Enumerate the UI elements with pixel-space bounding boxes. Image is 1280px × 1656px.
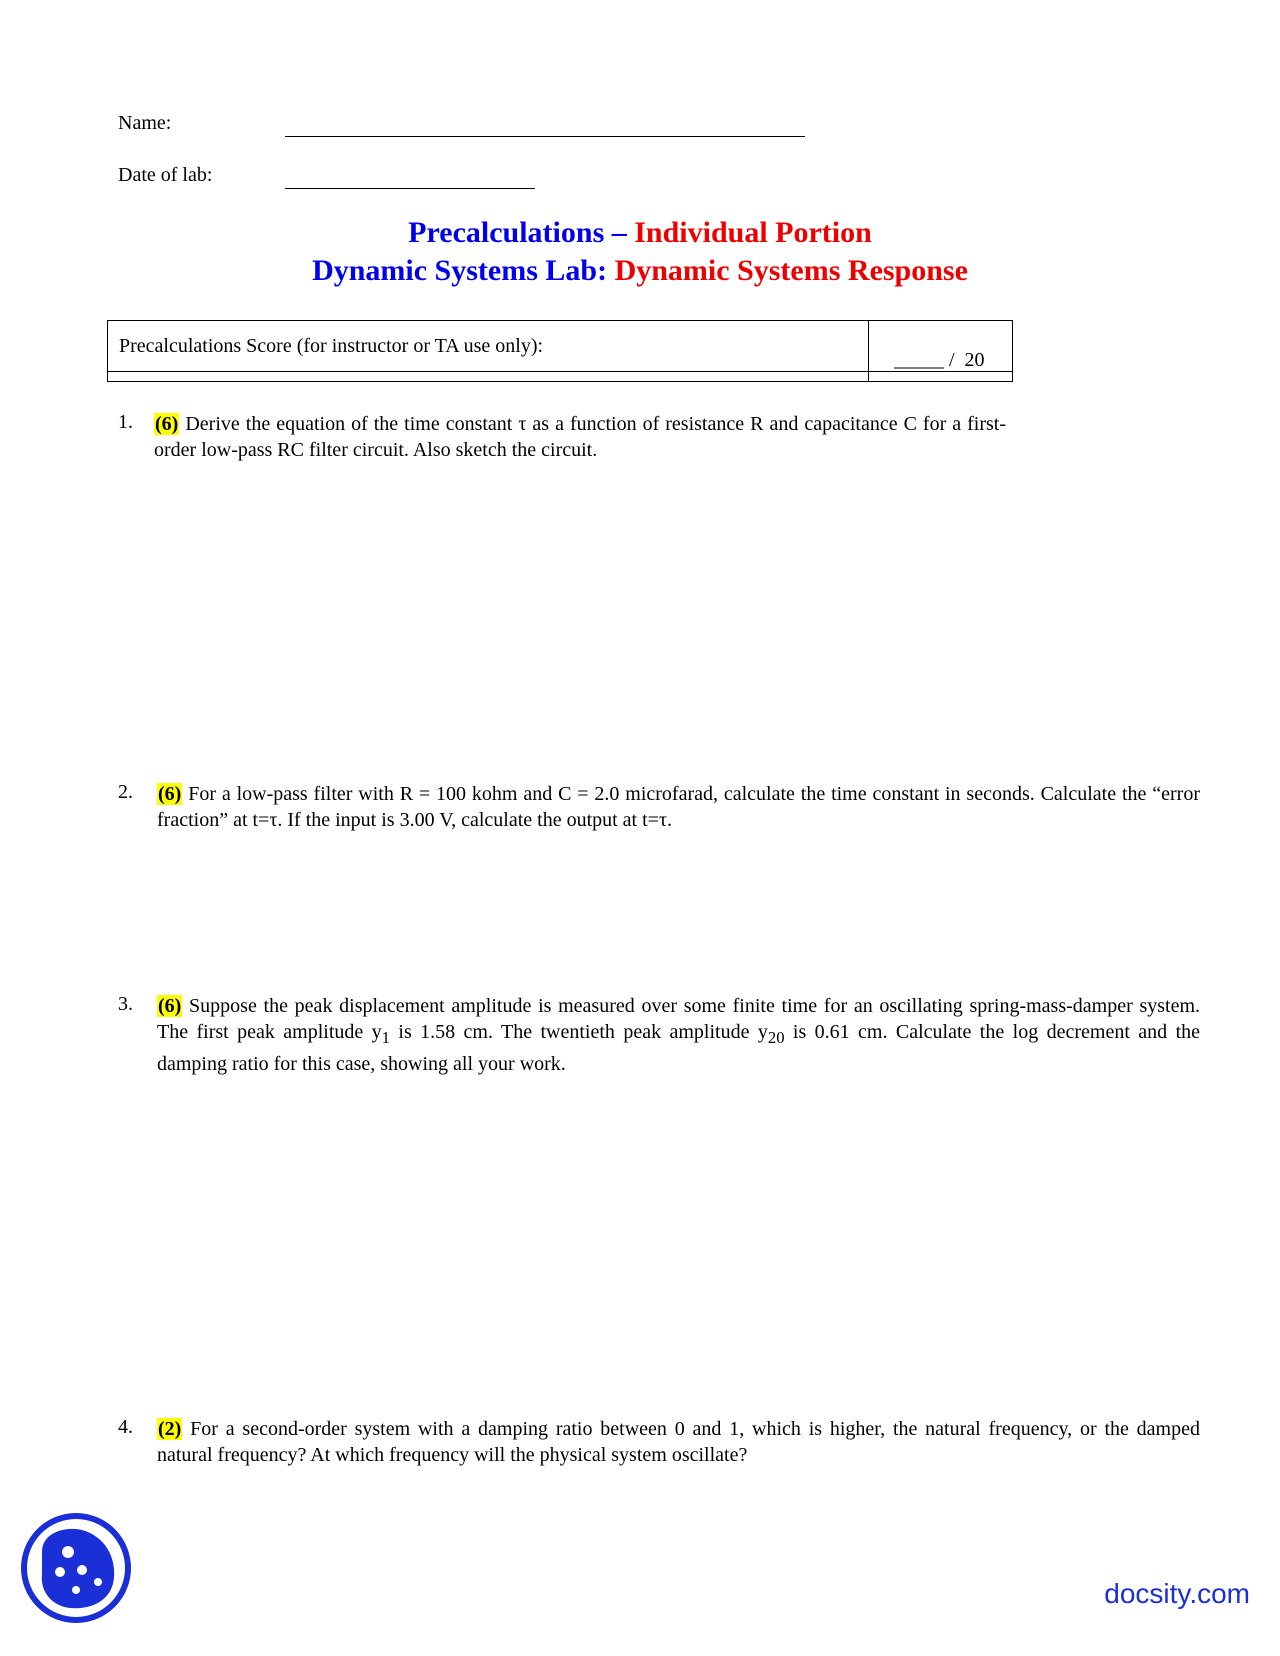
- docsity-logo-icon: [20, 1512, 132, 1624]
- question-4-text: For a second-order system with a damping ratio between 0 and 1, which is higher, the natural frequency, or the damped natural frequency? At which frequency will the physical system oscillate?: [157, 1418, 1200, 1466]
- question-2-text: For a low-pass filter with R = 100 kohm and C = 2.0 microfarad, calculate the time constant in seconds. Calculate the “error fraction” at t=τ. If the input is 3.00 V, calculate the output at t=τ.: [157, 783, 1201, 831]
- score-box: [107, 320, 1013, 382]
- question-4: [157, 1416, 1200, 1468]
- title-line-1: [0, 216, 1280, 250]
- score-label: Precalculations Score (for instructor or TA use only):: [119, 335, 544, 357]
- title-line-2: [0, 254, 1280, 288]
- score-max: _____ / 20: [894, 349, 985, 371]
- question-1-number: 1.: [118, 411, 133, 433]
- date-blank: [285, 188, 535, 189]
- question-1-text: Derive the equation of the time constant τ as a function of resistance R and capacitance C for a first-order low-pass RC filter circuit. Also sketch the circuit.: [154, 413, 1007, 461]
- docsity-brand-link[interactable]: docsity.com: [1104, 1578, 1250, 1609]
- score-box-divider: [868, 321, 869, 381]
- question-3-y20-subscript: 20: [767, 1028, 785, 1047]
- score-box-underline: [108, 371, 1012, 372]
- title-lab-name: Dynamic Systems Lab:: [312, 254, 608, 287]
- question-4-points: (2): [158, 1418, 182, 1440]
- question-3-text-c: is 0.61 cm. Calculate the log decrement and the damping ratio for this case, showing all your work.: [157, 1021, 1200, 1075]
- question-3-points: (6): [158, 995, 182, 1017]
- question-3-y1-subscript: 1: [381, 1028, 390, 1047]
- title-individual-portion: Individual Portion: [634, 216, 872, 249]
- name-label: Name:: [118, 112, 172, 134]
- question-3-number: 3.: [118, 993, 133, 1015]
- date-label: Date of lab:: [118, 164, 213, 186]
- question-1: [154, 411, 1006, 463]
- name-blank: [285, 136, 805, 137]
- question-2-number: 2.: [118, 781, 133, 803]
- title-lab-topic: Dynamic Systems Response: [614, 254, 968, 287]
- question-3: [157, 993, 1200, 1077]
- question-3-text-a: Suppose the peak displacement amplitude is measured over some finite time for an oscillating spring-mass-damper system. The first peak amplitude y: [157, 995, 1201, 1043]
- question-3-text-b: is 1.58 cm. The twentieth peak amplitude y: [389, 1021, 768, 1043]
- title-precalculations: Precalculations –: [408, 216, 627, 249]
- question-2: [157, 781, 1200, 833]
- question-1-points: (6): [155, 413, 179, 435]
- question-2-points: (6): [158, 783, 182, 805]
- question-4-number: 4.: [118, 1416, 133, 1438]
